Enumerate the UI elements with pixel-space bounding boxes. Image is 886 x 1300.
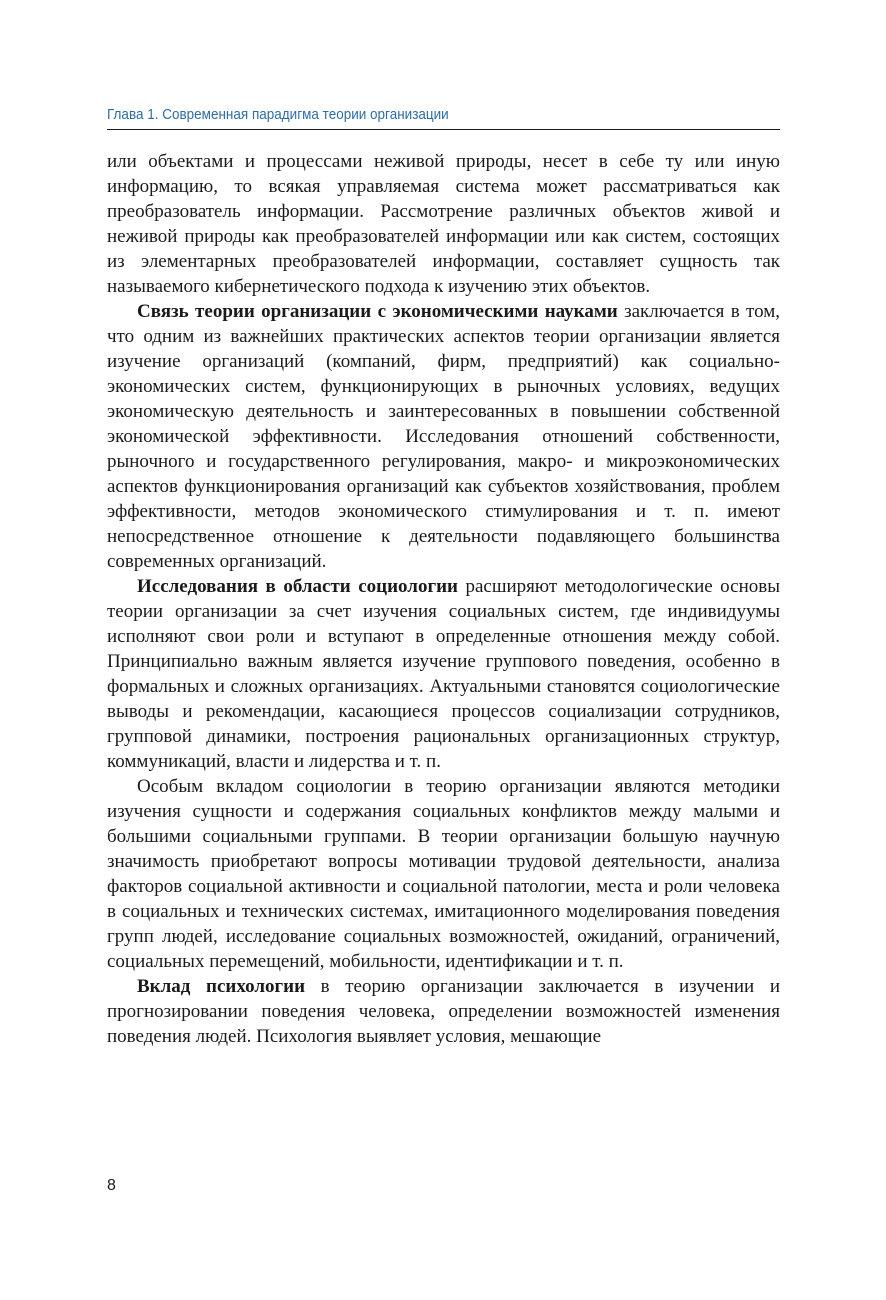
paragraph — [107, 774, 780, 974]
paragraph — [107, 574, 780, 774]
page-number: 8 — [107, 1177, 116, 1194]
chapter-title: Глава 1. Современная парадигма теории организации — [107, 106, 449, 123]
paragraph-text: расширяют методологические основы теории организации за счет изучения социальных систем, где индивидуумы исполняют свои роли и вступают в определенные отношения между собой. Принципиально важным является изучение группового поведения, особенно в формальных и сложных организациях. Актуальными становятся социологические выводы и рекомендации, касающиеся процессов социализации сотрудников, групповой динамики, построения рациональных организационных структур, коммуникаций, власти и лидерства и т. п. — [107, 576, 780, 772]
running-header — [107, 105, 780, 130]
body-text — [107, 149, 780, 1049]
paragraph — [107, 299, 780, 574]
paragraph-lead: Связь теории организации с экономическими науками — [137, 301, 618, 322]
paragraph-lead: Исследования в области социологии — [137, 576, 458, 597]
paragraph-text: заключается в том, что одним из важнейших практических аспектов теории организации является изучение организаций (компаний, фирм, предприятий) как социально-экономических систем, функционирующих в рыночных условиях, ведущих экономическую деятельность и заинтересованных в повышении собственной экономической эффективности. Исследования отношений собственности, рыночного и государственного регулирования, макро- и микроэкономических аспектов функционирования организаций как субъектов хозяйствования, проблем эффективности, методов экономического стимулирования и т. п. имеют непосредственное отношение к деятельности подавляющего большинства современных организаций. — [107, 301, 780, 572]
paragraph-lead: Вклад психологии — [137, 976, 306, 997]
paragraph-text: Особым вкладом социологии в теорию организации являются методики изучения сущности и содержания социальных конфликтов между малыми и большими социальными группами. В теории организации большую научную значимость приобретают вопросы мотивации трудовой деятельности, анализа факторов социальной активности и социальной патологии, места и роли человека в социальных и технических системах, имитационного моделирования поведения групп людей, исследование социальных возможностей, ожиданий, ограничений, социальных перемещений, мобильности, идентификации и т. п. — [107, 776, 780, 972]
paragraph — [107, 974, 780, 1049]
paragraph-text: или объектами и процессами неживой природы, несет в себе ту или иную информацию, то всякая управляемая система может рассматриваться как преобразователь информации. Рассмотрение различных объектов живой и неживой природы как преобразователей информации или как систем, состоящих из элементарных преобразователей информации, составляет сущность так называемого кибернетического подхода к изучению этих объектов. — [107, 151, 780, 297]
paragraph — [107, 149, 780, 299]
paragraph-text: в теорию организации заключается в изучении и прогнозировании поведения человека, определении возможностей изменения поведения людей. Психология выявляет условия, мешающие — [107, 976, 780, 1047]
